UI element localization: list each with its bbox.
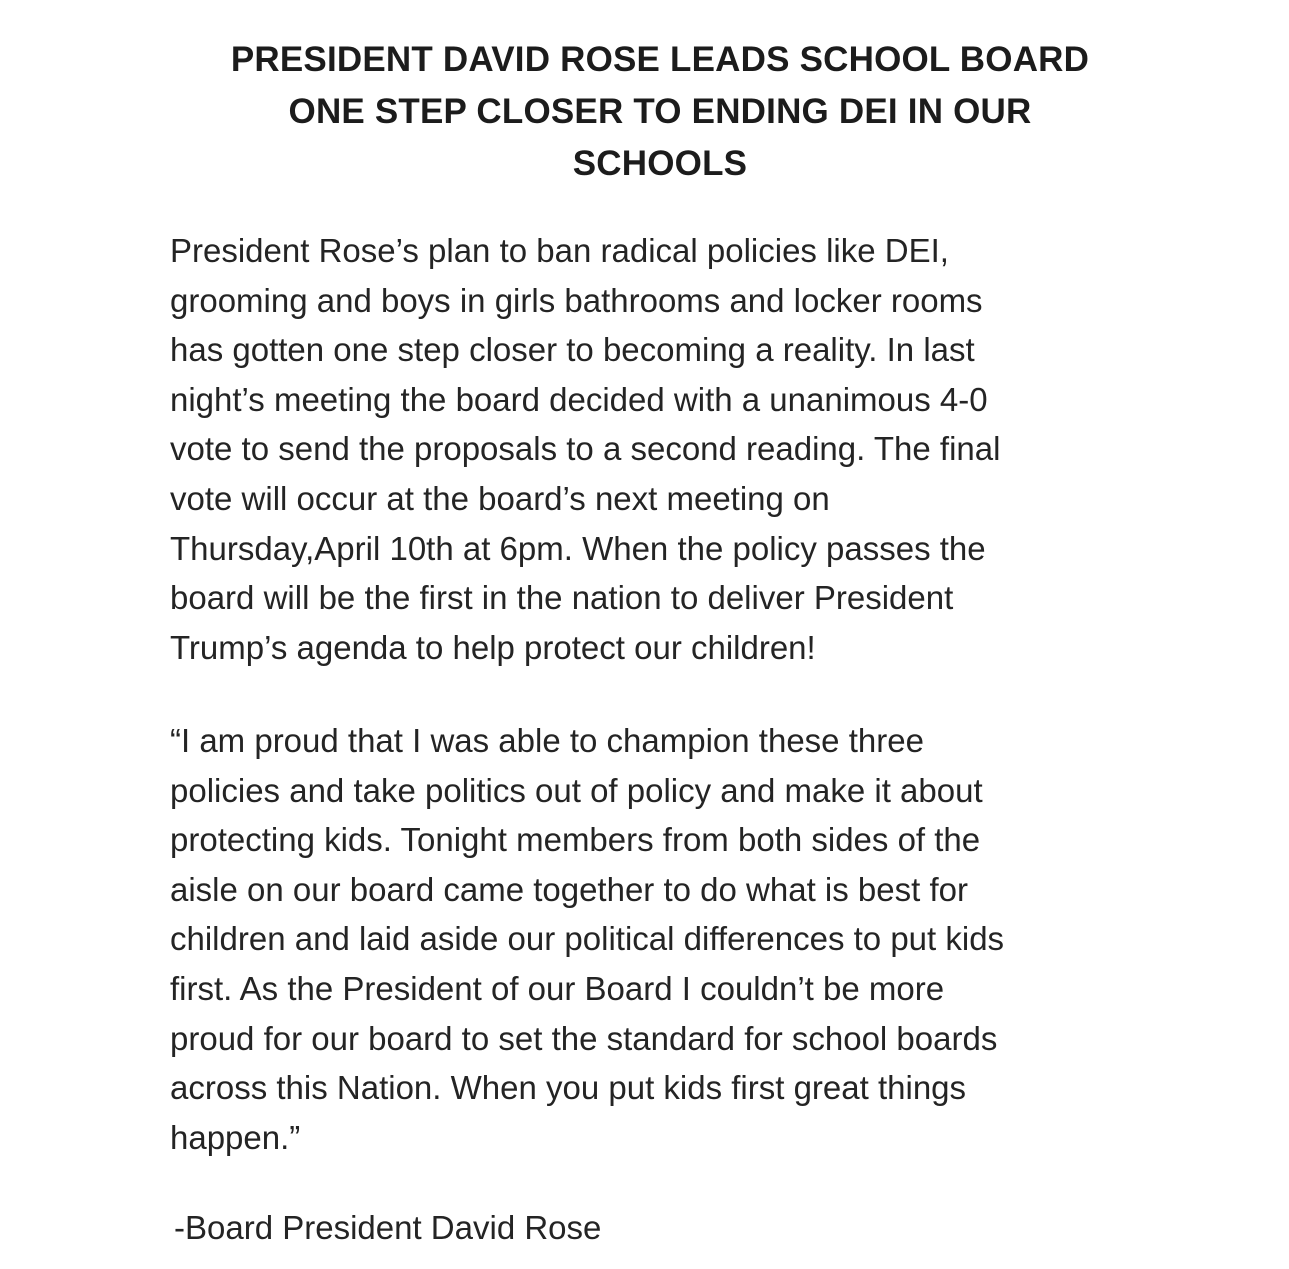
paragraph-line: Thursday,April 10th at 6pm. When the policy passes the (170, 529, 986, 567)
paragraph-line: vote to send the proposals to a second reading. The final (170, 430, 1001, 468)
quote-line: across this Nation. When you put kids first great things (170, 1069, 967, 1107)
paragraph-line: grooming and boys in girls bathrooms and locker rooms (170, 281, 983, 319)
headline-line: ONE STEP CLOSER TO ENDING DEI IN OUR (288, 92, 1032, 131)
paragraph-line: President Rose’s plan to ban radical policies like DEI, (170, 232, 949, 269)
paragraph-line: has gotten one step closer to becoming a reality. In last (170, 331, 975, 369)
quote-line: policies and take politics out of policy and make it about (170, 771, 983, 809)
body-paragraph-announcement (170, 226, 1170, 672)
quote-line: first. As the President of our Board I couldn’t be more (170, 969, 945, 1007)
paragraph-line: night’s meeting the board decided with a unanimous 4-0 (170, 380, 988, 418)
headline (120, 34, 1200, 190)
signature: -Board President David Rose (174, 1209, 602, 1246)
quote-line: happen.” (170, 1118, 301, 1156)
paragraph-line: Trump’s agenda to help protect our children! (170, 628, 816, 666)
headline-line: PRESIDENT DAVID ROSE LEADS SCHOOL BOARD (230, 40, 1090, 79)
quote-line: children and laid aside our political differences to put kids (170, 920, 1005, 958)
paragraph-line: board will be the first in the nation to deliver President (170, 579, 954, 617)
paragraph-line: vote will occur at the board’s next meeting on (170, 479, 830, 517)
quote-line: “I am proud that I was able to champion these three (170, 722, 924, 759)
body-paragraph-quote (170, 716, 1170, 1162)
headline-line: SCHOOLS (572, 144, 748, 183)
quote-line: proud for our board to set the standard for school boards (170, 1019, 998, 1057)
quote-line: aisle on our board came together to do what is best for (170, 870, 968, 908)
quote-line: protecting kids. Tonight members from both sides of the (170, 821, 981, 859)
